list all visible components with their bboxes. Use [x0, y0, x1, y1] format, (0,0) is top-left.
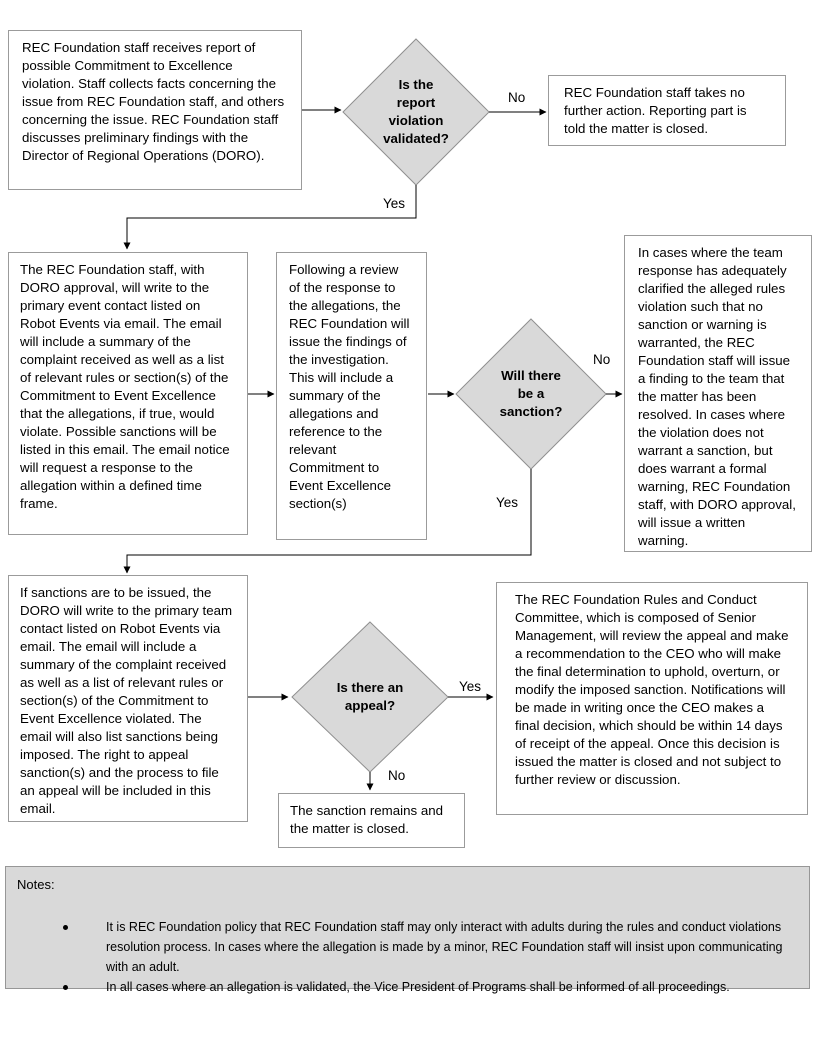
box-sanction-remains: The sanction remains and the matter is closed. [278, 793, 465, 848]
label-validated-yes: Yes [383, 196, 406, 211]
note-item [63, 977, 803, 997]
box-issue-findings: Following a review of the response to the allegations, the REC Foundation will issue the findings of the investigation. This will include a summary of the allegations and reference to the relevant Commitment to Event Excellence section(s) [276, 252, 427, 540]
note-text: In all cases where an allegation is validated, the Vice President of Programs shall be informed of all proceedings. [106, 980, 730, 994]
bullet-dot-icon [63, 925, 68, 930]
bullet-dot-icon [63, 985, 68, 990]
decision-appeal-label: Is there an appeal? [336, 680, 404, 713]
notes-section [5, 866, 810, 994]
decision-validated-label: Is the report violation validated? [383, 77, 449, 146]
box-no-sanction-warning: In cases where the team response has adequately clarified the alleged rules violation such that no sanction or warning is warranted, the REC Foundation staff will issue a finding to the team that the matter has been resolved. In cases where the violation does not warrant a sanction, but does warrant a formal warning, REC Foundation staff, with DORO approval, will issue a written warning. [624, 235, 812, 552]
label-sanction-no: No [593, 352, 611, 367]
label-validated-no: No [508, 90, 526, 105]
box-sanction-email: If sanctions are to be issued, the DORO will write to the primary team contact listed on Robot Events via email. The email will include a summary of the complaint received as well as a list of relevant rules or section(s) of the Commitment to Event Excellence violated. The email will also list sanctions being imposed. The right to appeal sanction(s) and the process to file an appeal will be included in this email. [8, 575, 248, 822]
box-report-received: REC Foundation staff receives report of possible Commitment to Excellence violation. Staff collects facts concerning the issue from REC Foundation staff, and others concerning the issue. REC Foundation staff discusses preliminary findings with the Director of Regional Operations (DORO). [8, 30, 302, 190]
decision-sanction-label: Will there be a sanction? [499, 368, 563, 419]
box-no-further-action: REC Foundation staff takes no further action. Reporting part is told the matter is closed. [548, 75, 786, 146]
box-email-notice: The REC Foundation staff, with DORO approval, will write to the primary event contact listed on Robot Events via email. The email will include a summary of the complaint received as well as a list of relevant rules or section(s) of the Commitment to Event Excellence that the allegations, if true, would violate. Possible sanctions will be listed in this email. The email notice will request a response to the allegation within a defined time frame. [8, 252, 248, 535]
label-appeal-yes: Yes [459, 679, 482, 694]
label-sanction-yes: Yes [496, 495, 519, 510]
label-appeal-no: No [388, 768, 406, 783]
arrow-validated-yes [127, 185, 416, 249]
notes-list [63, 917, 803, 997]
note-item [63, 917, 803, 977]
notes-title: Notes: [17, 877, 55, 892]
box-appeal-review: The REC Foundation Rules and Conduct Committee, which is composed of Senior Management, will review the appeal and make a recommendation to the CEO who will make the final determination to uphold, overturn, or modify the imposed sanction. Notifications will be made in writing once the CEO makes a final decision, which should be within 14 days of receipt of the appeal. Once this decision is issued the matter is closed and not subject to further review or discussion. [496, 582, 808, 815]
note-text: It is REC Foundation policy that REC Foundation staff may only interact with adults during the rules and conduct violations resolution process. In cases where the allegation is made by a minor, REC Foundation staff will insist upon communicating with an adult. [106, 920, 783, 974]
